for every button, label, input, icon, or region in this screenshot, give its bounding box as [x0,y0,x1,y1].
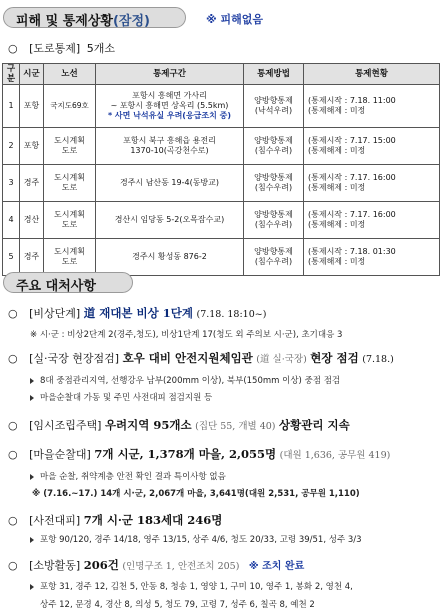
cell-no: 3 [3,165,20,202]
method-line: (침수우려) [254,146,293,155]
road-label: [도로통제] [29,42,81,55]
cell-city: 포항 [20,85,44,128]
table-header-row [3,64,440,85]
road-control-line [8,40,115,56]
method-line: (침수우려) [254,220,293,229]
section-note: * 사면 낙석유실 우려(응급조치 중) [107,111,232,120]
cell-city: 경산 [20,202,44,239]
section-title: 피해 및 통제상황 [16,14,113,29]
cell-city: 경주 [20,239,44,276]
section-title: 주요 대처사항 [16,279,96,294]
item-sub-text: 마을 순찰, 취약계층 안전 확인 결과 특이사항 없음 [40,472,226,482]
road-value: 5개소 [86,42,115,55]
item-evacuation [8,512,222,528]
cell-section [96,85,244,128]
method-line: 양방향통제 [254,96,293,105]
section-line: 포항시 흥해면 가사리 [132,91,207,100]
status-line: (통제해제 : 미정 [308,257,366,266]
item-sub-text: 포항 90/120, 경주 14/18, 영주 13/15, 상주 4/6, 청도 20/33, 고령 39/51, 성주 3/3 [40,535,362,545]
method-line: 양방향통제 [254,210,293,219]
route-line: 도로 [61,257,78,266]
route-line: 도로 [61,146,78,155]
item-fire-activity [8,557,304,573]
cell-status [304,165,440,202]
table-row [3,128,440,165]
table-row [3,85,440,128]
bullet: ○ [8,352,18,365]
arrow-icon [30,474,34,480]
bullet: ○ [8,419,18,432]
arrow-icon [30,378,34,384]
cell-city: 포항 [20,128,44,165]
cell-section: 경주시 황성동 876-2 [96,239,244,276]
cell-section [96,128,244,165]
table-row [3,239,440,276]
item-label: [임시조립주택] [29,419,102,432]
item-note: ※ 조치 완료 [248,561,305,572]
cell-route [44,202,96,239]
item-label: [사전대피] [29,514,81,527]
road-control-table [2,63,440,276]
bullet: ○ [8,514,18,527]
item-label: [마을순찰대] [29,448,91,461]
status-line: (통제해제 : 미정 [308,220,366,229]
item-sub-text: 상주 12, 문경 4, 경산 8, 의성 5, 청도 79, 고령 7, 성주 6, 칠곡 8, 예천 2 [40,600,315,610]
item-sub-text: 포항 31, 경주 12, 김천 5, 안동 8, 청송 1, 영양 1, 구미 10, 영주 1, 봉화 2, 영천 4, [40,582,353,592]
cell-section: 경주시 남산동 19-4(동방교) [96,165,244,202]
status-line: (통제시작 : 7.18. 01:30 [308,247,396,256]
item-label: [실·국장 현장점검] [29,352,120,365]
col-header: 시군 [20,64,44,85]
method-line: (낙석우려) [254,106,293,115]
item-label: [소방활동] [29,559,81,572]
item-value: 道 재대본 비상 1단계 [83,306,193,320]
item-value: 7개 시군, 1,378개 마을, 2,055명 [94,447,277,461]
cell-status [304,85,440,128]
cell-no: 4 [3,202,20,239]
item-sub [30,374,340,386]
cell-route: 국지도69호 [44,85,96,128]
route-line: 도시계획 [54,247,85,256]
cell-method [244,128,304,165]
section-line: ~ 포항시 흥해면 상옥리 (5.5km) [110,101,229,110]
item-detail: (대원 1,636, 공무원 419) [279,450,391,461]
route-line: 도로 [61,220,78,229]
item-sub [30,580,353,592]
cell-route [44,165,96,202]
status-line: (통제해제 : 미정 [308,106,366,115]
item-sub [30,470,226,482]
method-line: 양방향통제 [254,136,293,145]
col-header: 구분 [3,64,20,85]
method-line: (침수우려) [254,183,293,192]
status-line: (통제해제 : 미정 [308,146,366,155]
item-value: 206건 [83,558,119,572]
arrow-icon [30,395,34,401]
status-line: (통제시작 : 7.18. 11:00 [308,96,396,105]
cell-status [304,239,440,276]
item-sub [40,598,315,610]
status-line: (통제해제 : 미정 [308,183,366,192]
item-sub [30,391,212,403]
status-line: (통제시작 : 7.17. 16:00 [308,210,396,219]
cell-section: 경산시 임당동 5-2(오목잠수교) [96,202,244,239]
bullet: ○ [8,42,18,55]
col-header: 통제현황 [304,64,440,85]
item-value: 7개 시·군 183세대 246명 [83,513,223,527]
cell-status [304,202,440,239]
cell-method [244,165,304,202]
item-village-patrol [8,446,390,462]
section-line: 1370-10(곡강천수로) [130,146,209,155]
item-sub-text: 8대 중점관리지역, 선행강우 남부(200mm 이상), 북부(150mm 이상) 중점 점검 [40,376,341,386]
item-site-inspection [8,350,394,366]
cell-no: 2 [3,128,20,165]
bullet: ○ [8,559,18,572]
item-temp-housing [8,417,350,433]
method-line: 양방향통제 [254,173,293,182]
item-label: [비상단계] [29,307,81,320]
cell-route [44,239,96,276]
bullet: ○ [8,448,18,461]
route-line: 도시계획 [54,173,85,182]
col-header: 노선 [44,64,96,85]
item-detail: (인명구조 1, 안전조치 205) [122,561,240,572]
route-line: 도로 [61,183,78,192]
item-value: 우려지역 95개소 [104,418,192,432]
table-row [3,202,440,239]
item-sub [30,533,362,545]
item-sub-text: 마을순찰대 가동 및 주민 사전대피 점검지원 등 [40,393,213,403]
cell-status [304,128,440,165]
cell-method [244,85,304,128]
section-line: 포항시 북구 흥해읍 용전리 [123,136,216,145]
item-note: ※ (7.16.~17.) 14개 시·군, 2,067개 마을, 3,641명(대원 2,531, 공무원 1,110) [32,489,360,499]
damage-note: ※ 피해없음 [206,13,264,26]
bullet: ○ [8,307,18,320]
item-emergency-level [8,305,266,321]
item-note: ※ 시·군 : 비상2단계 2(경주,청도), 비상1단계 17(청도 외 주의보 시·군), 초기대응 3 [30,330,343,340]
cell-no: 1 [3,85,20,128]
arrow-icon [30,537,34,543]
item-value: 호우 대비 안전지원체임관 [122,351,253,365]
section-header-response [3,272,133,293]
cell-route [44,128,96,165]
cell-method [244,202,304,239]
cell-no: 5 [3,239,20,276]
method-line: 양방향통제 [254,247,293,256]
item-value-tail: 상황관리 지속 [279,418,350,432]
method-line: (침수우려) [254,257,293,266]
status-line: (통제시작 : 7.17. 15:00 [308,136,396,145]
section-title-sub: (잠정) [112,14,150,29]
item-date: (7.18. 18:10~) [196,309,267,320]
item-date: (7.18.) [362,354,394,365]
arrow-icon [30,584,34,590]
section-header-damage [3,7,186,28]
item-detail: (집단 55, 개별 40) [195,421,276,432]
cell-city: 경주 [20,165,44,202]
col-header: 통제방법 [244,64,304,85]
item-detail: (道 실·국장) [256,354,307,365]
cell-method [244,239,304,276]
route-line: 도시계획 [54,136,85,145]
table-row [3,165,440,202]
item-value-tail: 현장 점검 [310,351,359,365]
status-line: (통제시작 : 7.17. 16:00 [308,173,396,182]
col-header: 통제구간 [96,64,244,85]
route-line: 도시계획 [54,210,85,219]
